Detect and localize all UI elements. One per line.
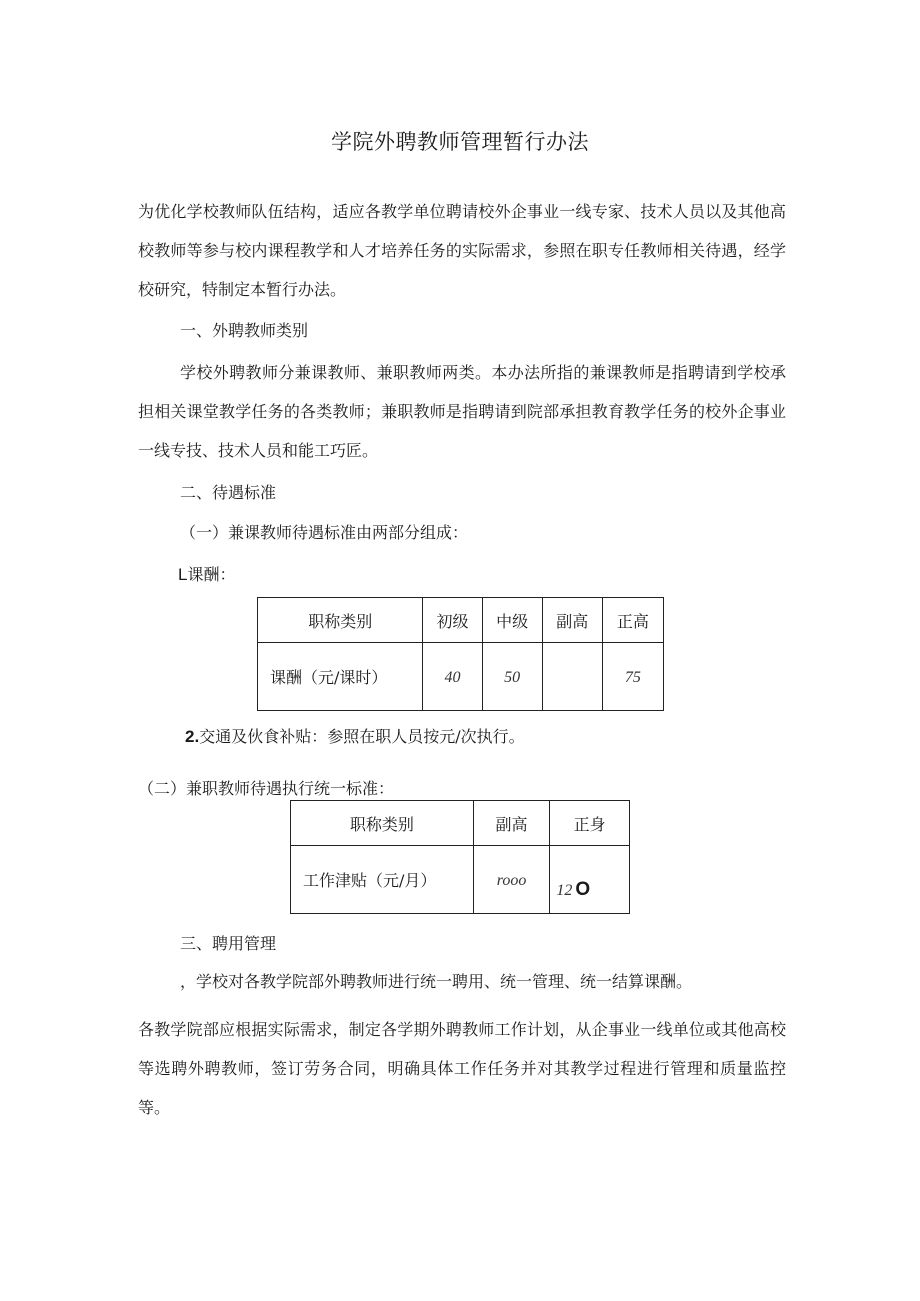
table1-row-label: 课酬（元/课时）	[258, 643, 423, 711]
section2-sub2: （二）兼职教师待遇执行统一标准：	[138, 779, 395, 798]
item1-prefix: L	[178, 565, 188, 584]
table1-header-junior: 初级	[423, 598, 482, 643]
table1-value-intermediate: 50	[504, 668, 521, 686]
item1-text: 课酬：	[187, 565, 236, 584]
table-row	[258, 643, 664, 711]
table2-value-senior-digits: 12	[556, 882, 573, 899]
section2-sub1: （一）兼课教师待遇标准由两部分组成：	[180, 523, 469, 542]
table1-header-senior: 正高	[602, 598, 663, 643]
table2-row-label: 工作津贴（元/月）	[291, 846, 474, 914]
section2-item2	[185, 725, 525, 749]
table1-header-intermediate: 中级	[482, 598, 542, 643]
teaching-pay-table	[257, 597, 664, 711]
document-title: 学院外聘教师管理暂行办法	[331, 130, 589, 154]
item2-prefix: 2.	[185, 727, 200, 746]
table1-value-senior: 75	[624, 668, 641, 686]
table-row	[291, 846, 630, 914]
table-row	[291, 801, 630, 846]
section3-body: 各教学院部应根据实际需求，制定各学期外聘教师工作计划，从企事业一线单位或其他高校等选聘外聘教师，签订劳务合同，明确具体工作任务并对其教学过程进行管理和质量监控等。	[138, 1020, 786, 1117]
table1-value-junior: 40	[444, 668, 461, 686]
table1-header-associate: 副高	[542, 598, 602, 643]
section2-heading: 二、待遇标准	[180, 483, 277, 502]
section1-body: 学校外聘教师分兼课教师、兼职教师两类。本办法所指的兼课教师是指聘请到学校承担相关课堂教学任务的各类教师；兼职教师是指聘请到院部承担教育教学任务的校外企事业一线专技、技术人员和能工巧匠。	[138, 363, 786, 460]
table-row	[258, 598, 664, 643]
table2-value-associate: rooo	[496, 871, 527, 889]
section1-heading: 一、外聘教师类别	[180, 321, 309, 340]
section3-line1: ，学校对各教学院部外聘教师进行统一聘用、统一管理、统一结算课酬。	[180, 972, 693, 991]
table2-header-senior: 正身	[550, 801, 630, 846]
section3-heading: 三、聘用管理	[180, 934, 277, 953]
table2-header-title: 职称类别	[291, 801, 474, 846]
intro-paragraph: 为优化学校教师队伍结构，适应各教学单位聘请校外企事业一线专家、技术人员以及其他高校教师等参与校内课程教学和人才培养任务的实际需求，参照在职专任教师相关待遇，经学校研究，特制定本暂行办法。	[138, 202, 786, 299]
table2-header-associate: 副高	[473, 801, 550, 846]
table1-header-title: 职称类别	[258, 598, 423, 643]
stipend-table	[290, 800, 630, 914]
table2-value-senior-suffix: O	[575, 879, 591, 900]
item2-text: 交通及伙食补贴：参照在职人员按元/次执行。	[199, 727, 525, 746]
section2-item1	[178, 563, 235, 587]
